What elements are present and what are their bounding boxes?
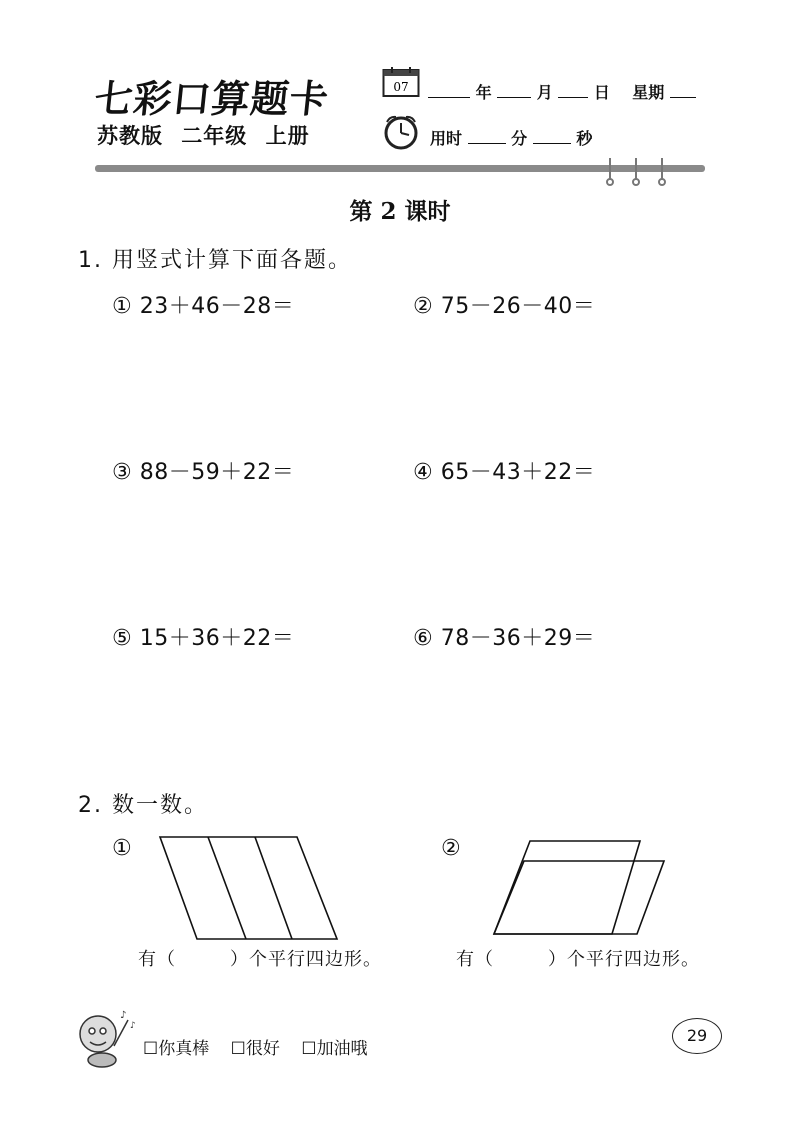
problem-number: ① xyxy=(112,294,133,319)
problem-expression: 23＋46－28＝ xyxy=(139,294,295,319)
binder-rings xyxy=(600,156,680,186)
brand-title: 七彩口算题卡 xyxy=(92,76,332,121)
figure-2-number: ② xyxy=(441,836,462,861)
rating-option-good[interactable]: ☐很好 xyxy=(230,1039,280,1059)
svg-text:♪: ♪ xyxy=(120,1010,127,1021)
rating-option-great[interactable]: ☐你真棒 xyxy=(143,1039,210,1059)
figure-1-number: ① xyxy=(112,836,133,861)
problem-6 xyxy=(413,621,595,652)
figure-1-answer: 有（ ）个平行四边形。 xyxy=(138,949,382,970)
weekday-label: 星期 xyxy=(632,83,665,102)
lesson-title: 第 2 课时 xyxy=(349,198,451,225)
problem-number: ⑤ xyxy=(112,626,133,651)
date-line xyxy=(428,80,696,103)
parallelogram-figure-1 xyxy=(150,832,350,944)
problem-number: ⑥ xyxy=(413,626,434,651)
time-used-line xyxy=(430,126,592,149)
problem-2 xyxy=(413,289,595,320)
figure-2-answer: 有（ ）个平行四边形。 xyxy=(456,949,700,970)
problem-expression: 15＋36＋22＝ xyxy=(139,626,295,651)
svg-text:♪: ♪ xyxy=(130,1021,136,1031)
mascot-icon xyxy=(72,1006,138,1070)
clock-icon xyxy=(382,114,422,150)
problem-number: ④ xyxy=(413,460,434,485)
problem-number: ② xyxy=(413,294,434,319)
question-1-title: 1. 用竖式计算下面各题。 xyxy=(78,248,352,273)
parallelogram-figure-2 xyxy=(488,836,670,940)
edition-label: 苏教版 二年级 上册 xyxy=(97,124,310,148)
problem-expression: 75－26－40＝ xyxy=(440,294,596,319)
year-label: 年 xyxy=(475,83,492,102)
time-used-label: 用时 xyxy=(430,129,463,148)
problem-expression: 88－59＋22＝ xyxy=(139,460,295,485)
calendar-icon xyxy=(382,66,420,98)
month-label: 月 xyxy=(536,83,553,102)
problem-5 xyxy=(112,621,294,652)
problem-1 xyxy=(112,289,294,320)
problem-expression: 78－36＋29＝ xyxy=(440,626,596,651)
problem-4 xyxy=(413,455,595,486)
problem-number: ③ xyxy=(112,460,133,485)
rating-option-keep-going[interactable]: ☐加油哦 xyxy=(301,1039,368,1059)
page-number: 29 xyxy=(672,1018,722,1054)
question-2-title: 2. 数一数。 xyxy=(78,793,208,818)
seconds-label: 秒 xyxy=(576,129,593,148)
minutes-label: 分 xyxy=(511,129,528,148)
problem-expression: 65－43＋22＝ xyxy=(440,460,596,485)
day-label: 日 xyxy=(593,83,610,102)
problem-3 xyxy=(112,455,294,486)
calendar-day: 07 xyxy=(393,80,409,94)
self-rating xyxy=(143,1034,384,1059)
